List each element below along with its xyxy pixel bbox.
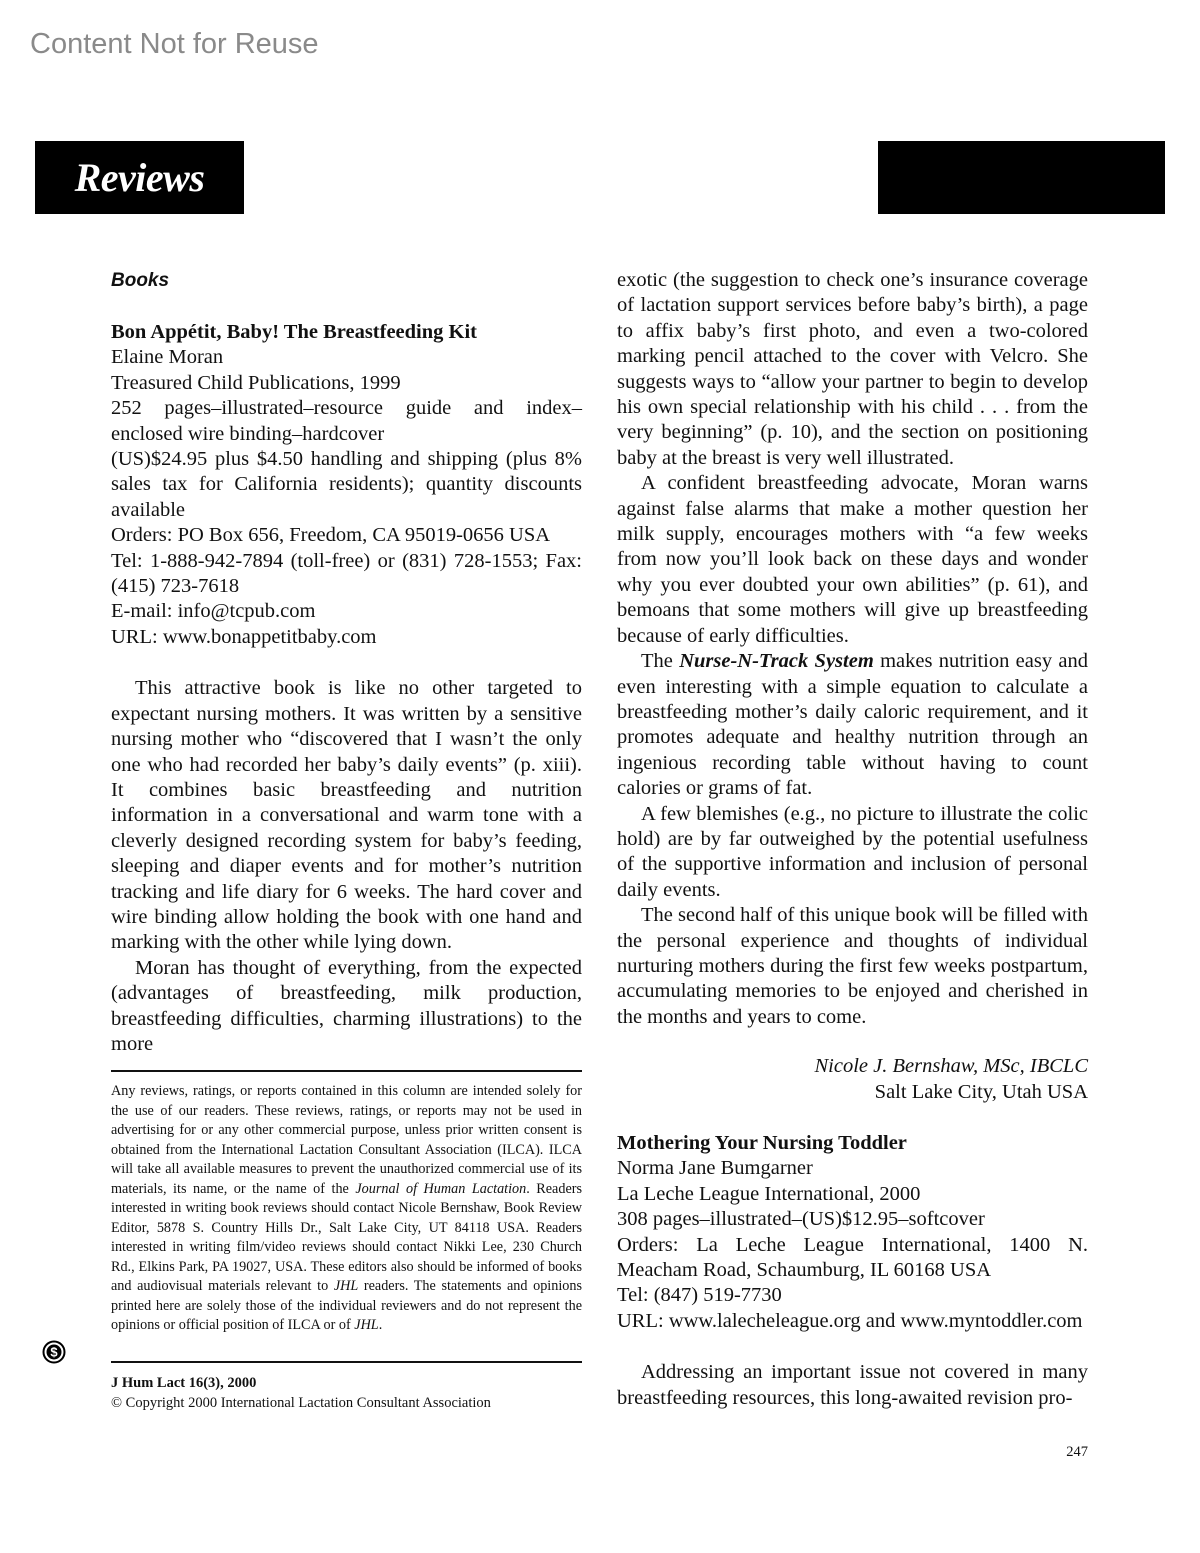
disclaimer-top-rule [111,1070,582,1072]
review1-paragraph-4 [617,649,1088,801]
review1-p4-pre: The [641,650,680,673]
review1-paragraph-2a: Moran has thought of everything, from the expected (advantages of breastfeeding, milk production, breastfeeding difficulties, charming illustrations) to the more [111,956,582,1055]
review1-price: (US)$24.95 plus $4.50 handling and shipping (plus 8% sales tax for California residents); quantity discounts available [111,448,582,521]
reviewer-location: Salt Lake City, Utah USA [874,1080,1088,1103]
section-heading: Books [111,270,170,291]
svg-text:$: $ [50,1344,58,1360]
watermark: Content Not for Reuse [30,28,319,60]
review2-publisher: La Leche League International, 2000 [617,1182,921,1205]
right-column [617,268,1088,1411]
review1-paragraph-1: This attractive book is like no other targeted to expectant nursing mothers. It was written by a sensitive nursing mother who “discovered that I wasn’t the only one who had recorded her baby’s daily events” (p. xiii). It combines basic breastfeeding and nutrition information in a conversational and warm tone with a cleverly designed recording system for baby’s feeding, sleeping and diaper events and for mother’s nutrition tracking and life diary for 6 weeks. The hard cover and wire binding allow holding the book with one hand and marking with the other while lying down. [111,677,582,954]
journal-citation: J Hum Lact 16(3), 2000 [111,1375,257,1391]
disclaimer [111,1082,582,1336]
disclaimer-bottom-rule [111,1361,582,1363]
review1-p4-product-name: Nurse-N-Track System [679,650,874,673]
review2-title: Mothering Your Nursing Toddler [617,1132,907,1154]
review1-paragraph-3: A confident breastfeeding advocate, Moran warns against false alarms that make a mother question her milk supply, encourages mothers with “a few weeks from now you’ll look back on these days and wonder why you ever doubted your own abilities” (p. 61), and bemoans that some mothers will give up breastfeeding because of early difficulties. [617,472,1088,647]
banner-title: Reviews [74,155,205,200]
page-number: 247 [1066,1444,1088,1460]
reviewer-name: Nicole J. Bernshaw, MSc, IBCLC [814,1055,1088,1078]
dollar-circle-icon [42,1340,66,1364]
disclaimer-text-c: readers. The statements and opinions printed here are solely those of the individual reviewers and do not represent the opinions or official position of ILCA or of [111,1278,582,1333]
review2-author: Norma Jane Bumgarner [617,1157,813,1180]
review2-orders: Orders: La Leche League International, 1400 N. Meacham Road, Schaumburg, IL 60168 USA [617,1233,1088,1282]
review2-tel: Tel: (847) 519-7730 [617,1284,782,1307]
left-column [111,268,582,1057]
review2-url: URL: www.lalecheleague.org and www.myntoddler.com [617,1309,1083,1332]
copyright-line: © Copyright 2000 International Lactation Consultant Association [111,1395,491,1411]
review1-title: Bon Appétit, Baby! The Breastfeeding Kit [111,321,477,343]
disclaimer-journal-name: Journal of Human Lactation [355,1180,527,1197]
disclaimer-jhl: JHL [333,1278,359,1294]
disclaimer-jhl-2: JHL [354,1317,379,1333]
review1-paragraph-6: The second half of this unique book will be filled with the personal experience and thoughts of individual nurturing mothers during the first few weeks postpartum, accumulating memories to be enjoyed and cherished in the months and years to come. [617,904,1088,1028]
review2-paragraph-1: Addressing an important issue not covered in many breastfeeding resources, this long-awaited revision pro- [617,1361,1088,1409]
disclaimer-text-b: . Readers interested in writing book reviews should contact Nicole Bernshaw, Book Review Editor, 5878 S. Country Hills Dr., Salt Lake City, UT 84118 USA. Readers interested in writing film/video reviews should contact Nikki Lee, 230 Church Rd., Elkins Park, PA 19027, USA. These editors also should be informed of books and audiovisual materials relevant to [111,1180,582,1294]
review1-publisher: Treasured Child Publications, 1999 [111,371,401,394]
journal-footer [111,1373,582,1413]
review1-url: URL: www.bonappetitbaby.com [111,625,377,648]
header-black-block [878,141,1165,214]
review1-paragraph-5: A few blemishes (e.g., no picture to illustrate the colic hold) are by far outweighed by the potential usefulness of the supportive information and inclusion of personal daily events. [617,802,1088,901]
disclaimer-text-d: . [378,1317,383,1333]
review2-details: 308 pages–illustrated–(US)$12.95–softcover [617,1208,985,1231]
review1-details: 252 pages–illustrated–resource guide and index–enclosed wire binding–hardcover [111,397,582,445]
review1-author: Elaine Moran [111,346,224,369]
review1-tel: Tel: 1-888-942-7894 (toll-free) or (831) 728-1553; Fax: (415) 723-7618 [111,549,582,598]
review1-p4-post: makes nutrition easy and even interesting with a simple equation to calculate a breastfeeding mother’s daily caloric requirement, and it promotes adequate and healthy nutrition through an ingenious recording table without having to count calories or grams of fat. [617,650,1089,800]
review1-paragraph-2b: exotic (the suggestion to check one’s insurance coverage of lactation support services before baby’s birth), a page to affix baby’s first photo, and even a two-colored marking pencil attached to the cover with Velcro. She suggests ways to “allow your partner to begin to develop his own special relationship with his child . . . from the very beginning” (p. 10), and the section on positioning baby at the breast is very well illustrated. [617,269,1088,469]
reviews-banner [35,141,244,214]
review1-email: E-mail: info@tcpub.com [111,600,316,623]
review1-orders: Orders: PO Box 656, Freedom, CA 95019-0656 USA [111,524,551,547]
disclaimer-text-a: Any reviews, ratings, or reports contained in this column are intended solely for the use of our readers. These reviews, ratings, or reports may not be used in advertising for or any other commercial purpose, unless prior written consent is obtained from the International Lactation Consultant Association (ILCA). ILCA will take all available measures to prevent the unauthorized commercial use of its materials, its name, or the name of the [111,1083,582,1197]
